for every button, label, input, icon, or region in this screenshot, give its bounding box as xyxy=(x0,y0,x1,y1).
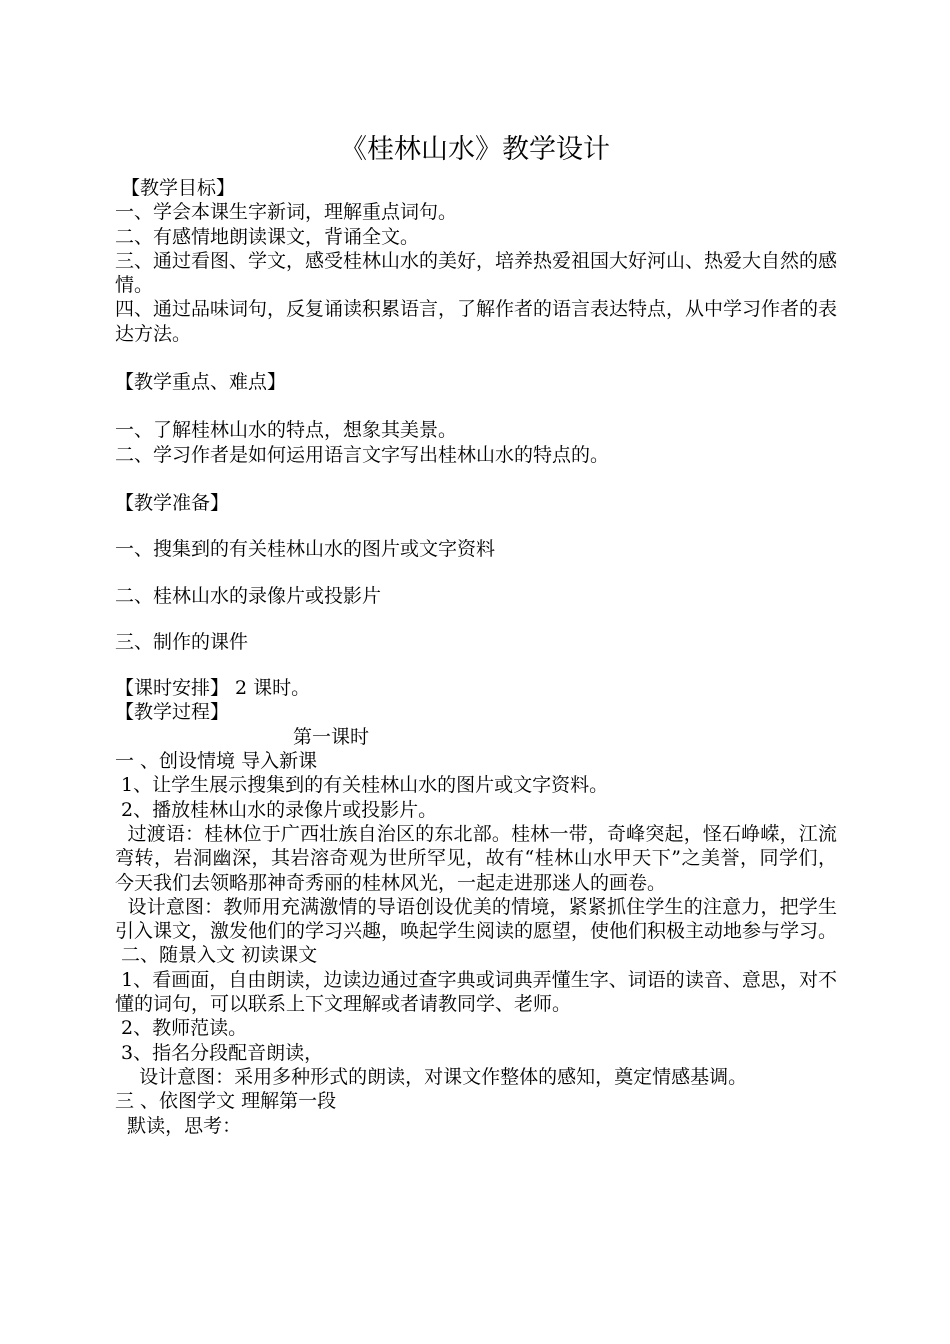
objective-item: 四、通过品味词句，反复诵读积累语言，了解作者的语言表达特点，从中学习作者的表达方法。 xyxy=(115,298,838,345)
design-intent-paragraph: 设计意图：采用多种形式的朗读，对课文作整体的感知，奠定情感基调。 xyxy=(115,1065,748,1088)
section-heading-process: 【教学过程】 xyxy=(115,701,230,724)
process-item: 1、看画面，自由朗读，边读边通过查字典或词典弄懂生字、词语的读音、意思，对不懂的词句，可以联系上下文理解或者请教同学、老师。 xyxy=(115,968,837,1016)
process-item: 1、让学生展示搜集到的有关桂林山水的图片或文字资料。 xyxy=(115,774,609,797)
objective-item: 二、有感情地朗读课文，背诵全文。 xyxy=(115,225,420,248)
design-intent-paragraph: 设计意图：教师用充满激情的导语创设优美的情境，紧紧抓住学生的注意力，把学生引入课文，激发他们的学习兴趣，唤起学生阅读的愿望，使他们积极主动地参与学习。 xyxy=(115,895,838,943)
key-point-item: 一、了解桂林山水的特点，想象其美景。 xyxy=(115,419,458,442)
schedule-line: 【课时安排】 2 课时。 xyxy=(115,677,311,700)
process-step-heading: 一 、创设情境 导入新课 xyxy=(115,750,318,773)
transition-paragraph: 过渡语：桂林位于广西壮族自治区的东北部。桂林一带，奇峰突起，怪石峥嵘，江流弯转，岩洞幽深，其岩溶奇观为世所罕见，故有“桂林山水甲天下”之美誉，同学们，今天我们去领略那神奇秀丽的桂林风光，一起走进那迷人的画卷。 xyxy=(115,822,837,894)
lesson-heading: 第一课时 xyxy=(293,725,370,748)
preparation-item: 二、桂林山水的录像片或投影片 xyxy=(115,584,382,607)
document-body xyxy=(115,176,837,1138)
process-item: 3、指名分段配音朗读， xyxy=(115,1041,324,1064)
objective-item: 三、通过看图、学文，感受桂林山水的美好，培养热爱祖国大好河山、热爱大自然的感情。 xyxy=(115,249,838,297)
preparation-item: 一、搜集到的有关桂林山水的图片或文字资料 xyxy=(115,538,496,561)
process-item: 2、播放桂林山水的录像片或投影片。 xyxy=(115,798,438,821)
section-heading-key-points: 【教学重点、难点】 xyxy=(115,371,287,394)
objective-item: 一、学会本课生字新词，理解重点词句。 xyxy=(115,201,458,224)
process-step-heading: 三 、依图学文 理解第一段 xyxy=(115,1090,337,1113)
document-title: 《桂林山水》教学设计 xyxy=(340,134,610,165)
section-heading-objectives: 【教学目标】 xyxy=(121,177,236,199)
process-step-heading: 二、随景入文 初读课文 xyxy=(115,944,318,967)
key-point-item: 二、学习作者是如何运用语言文字写出桂林山水的特点的。 xyxy=(115,443,610,466)
process-item: 2、教师范读。 xyxy=(115,1017,248,1040)
section-heading-preparation: 【教学准备】 xyxy=(115,491,230,514)
process-item: 默读，思考： xyxy=(115,1114,242,1137)
preparation-item: 三、制作的课件 xyxy=(115,630,249,653)
